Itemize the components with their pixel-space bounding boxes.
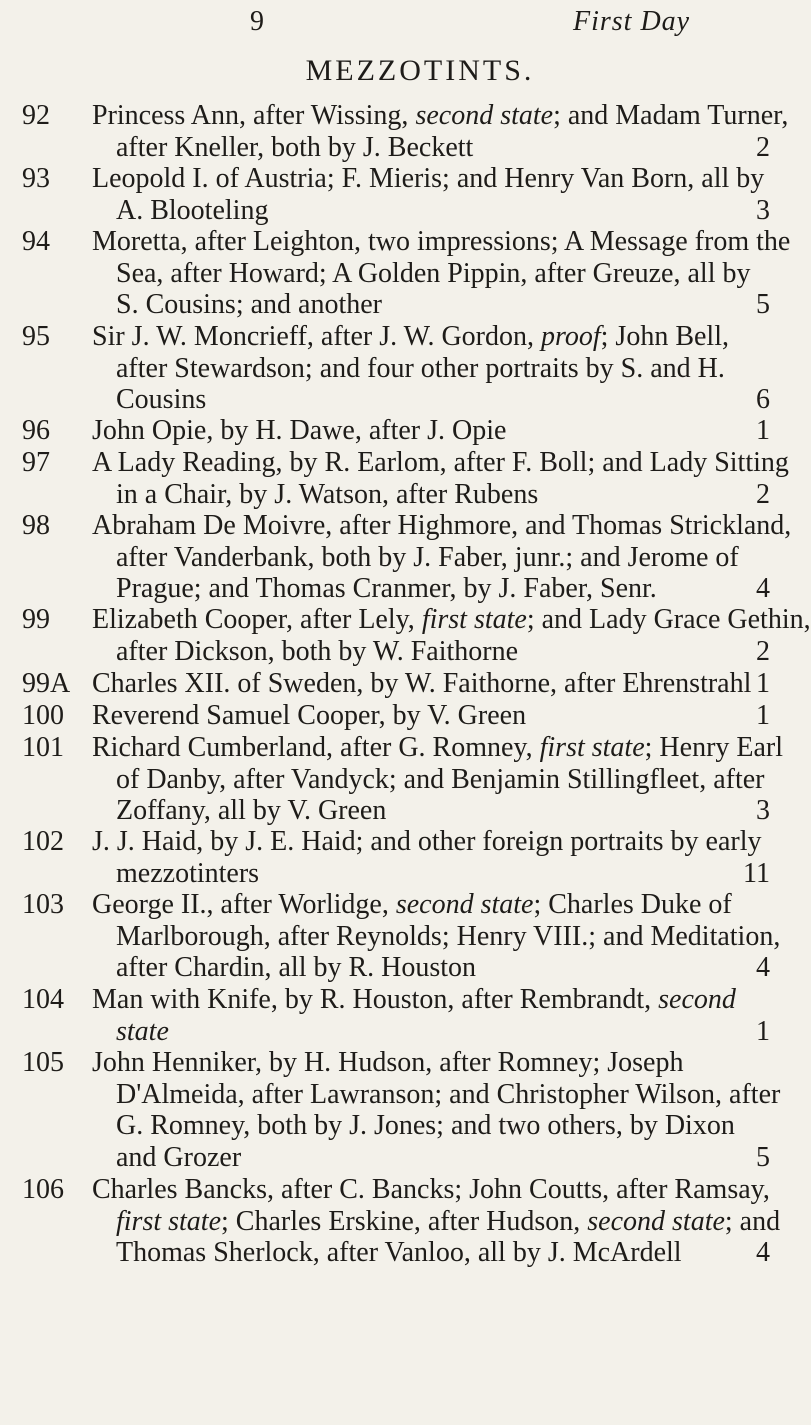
lot-description: [92, 226, 791, 321]
lot-number: 93: [22, 163, 50, 194]
lot-quantity: 6: [756, 384, 770, 415]
lot-quantity: 1: [756, 1015, 770, 1047]
lot-quantity: 2: [756, 478, 770, 510]
lot-quantity: 1: [756, 668, 770, 699]
lot-description-line: after Kneller, both by J. Beckett: [116, 131, 474, 163]
lot-description-line: Charles XII. of Sweden, by W. Faithorne, after Ehrenstrahl: [92, 668, 752, 699]
lot-description-line: Leopold I. of Austria; F. Mieris; and Henry Van Born, all by: [92, 163, 765, 194]
lot-description: [92, 604, 811, 667]
lot-description: [92, 415, 768, 447]
lot-description-line: Charles Bancks, after C. Bancks; John Coutts, after Ramsay,: [92, 1174, 770, 1205]
lot-description-line: Sea, after Howard; A Golden Pippin, after Greuze, all by: [116, 257, 751, 289]
lot-description-line: Marlborough, after Reynolds; Henry VIII.; and Meditation,: [116, 920, 781, 952]
lot-description-line: after Stewardson; and four other portraits by S. and H.: [116, 352, 725, 384]
lot-number: 98: [22, 510, 50, 541]
lot-quantity: 1: [756, 415, 770, 446]
lot-description-line: George II., after Worlidge, second state; Charles Duke of: [92, 889, 732, 920]
lot-description-line: of Danby, after Vandyck; and Benjamin Stillingfleet, after: [116, 763, 765, 795]
lot-quantity: 1: [756, 700, 770, 731]
section-title: MEZZOTINTS.: [305, 54, 535, 87]
lot-quantity: 4: [756, 952, 770, 983]
lot-description-line: after Dickson, both by W. Faithorne: [116, 635, 519, 667]
lot-description-line: first state; Charles Erskine, after Hudson, second state; and: [116, 1205, 781, 1237]
lot-number: 102: [22, 826, 64, 857]
lot-number: 101: [22, 732, 64, 763]
lot-description-line: Thomas Sherlock, after Vanloo, all by J. McArdell: [116, 1237, 682, 1268]
lot-number: 92: [22, 100, 50, 131]
lot-number: 105: [22, 1047, 64, 1078]
lot-description-line: and Grozer: [116, 1141, 242, 1173]
lot-description-line: S. Cousins; and another: [116, 289, 382, 320]
lot-quantity: 5: [756, 1141, 770, 1173]
lot-description: [92, 889, 781, 984]
lot-description-line: state: [116, 1015, 169, 1047]
lot-description-line: mezzotinters: [116, 857, 260, 889]
lot-description: [92, 984, 768, 1047]
lot-description: [92, 732, 784, 827]
lot-description-line: D'Almeida, after Lawranson; and Christopher Wilson, after: [116, 1078, 781, 1110]
lot-quantity: 11: [743, 857, 770, 889]
lot-description: [92, 1047, 781, 1173]
lot-description-line: Richard Cumberland, after G. Romney, first state; Henry Earl: [92, 732, 784, 763]
lot-quantity: 2: [756, 131, 770, 163]
lot-description: [92, 447, 789, 510]
lot-description: [92, 700, 768, 732]
lot-description-line: in a Chair, by J. Watson, after Rubens: [116, 478, 539, 510]
lot-description: [92, 100, 789, 163]
page-number: 9: [250, 6, 264, 37]
lot-description-line: A Lady Reading, by R. Earlom, after F. Boll; and Lady Sitting: [92, 447, 789, 478]
lot-description: [92, 321, 768, 416]
lot-quantity: 3: [756, 194, 770, 226]
lot-description-line: A. Blooteling: [116, 194, 269, 226]
lot-number: 106: [22, 1174, 64, 1205]
lot-quantity: 4: [756, 1237, 770, 1268]
lot-description-line: Cousins: [116, 384, 207, 415]
lot-number: 104: [22, 984, 64, 1015]
lot-quantity: 2: [756, 635, 770, 667]
lot-description-line: Reverend Samuel Cooper, by V. Green: [92, 700, 527, 731]
lot-description: [92, 826, 768, 889]
lot-quantity: 4: [756, 573, 770, 604]
lot-description: [92, 1174, 781, 1269]
lot-number: 103: [22, 889, 64, 920]
lot-description-line: after Chardin, all by R. Houston: [116, 952, 477, 983]
lot-number: 97: [22, 447, 50, 478]
lot-description-line: John Henniker, by H. Hudson, after Romney; Joseph: [92, 1047, 684, 1078]
lot-number: 99: [22, 604, 50, 635]
lot-description-line: Elizabeth Cooper, after Lely, first state; and Lady Grace Gethin,: [92, 604, 811, 635]
lot-description-line: J. J. Haid, by J. E. Haid; and other foreign portraits by early: [92, 826, 762, 857]
lot-number: 95: [22, 321, 50, 352]
lot-description-line: Sir J. W. Moncrieff, after J. W. Gordon, proof; John Bell,: [92, 321, 729, 352]
lot-quantity: 3: [756, 795, 770, 826]
lot-description: [92, 510, 792, 605]
lot-description-line: Zoffany, all by V. Green: [116, 795, 387, 826]
lot-description: [92, 668, 768, 700]
lot-number: 94: [22, 226, 50, 257]
lot-number: 96: [22, 415, 50, 446]
lot-description-line: Prague; and Thomas Cranmer, by J. Faber, Senr.: [116, 573, 657, 604]
lot-quantity: 5: [756, 289, 770, 320]
lot-description-line: after Vanderbank, both by J. Faber, junr.; and Jerome of: [116, 541, 739, 573]
lot-description-line: Princess Ann, after Wissing, second state; and Madam Turner,: [92, 100, 789, 131]
lot-description-line: Abraham De Moivre, after Highmore, and Thomas Strickland,: [92, 510, 792, 541]
lot-description-line: G. Romney, both by J. Jones; and two others, by Dixon: [116, 1110, 735, 1141]
day-heading: First Day: [573, 6, 691, 37]
lot-description-line: Man with Knife, by R. Houston, after Rembrandt, second: [92, 984, 736, 1015]
lot-description: [92, 163, 768, 226]
lot-number: 99A: [22, 668, 71, 699]
lot-number: 100: [22, 700, 64, 731]
lot-description-line: John Opie, by H. Dawe, after J. Opie: [92, 415, 507, 446]
lot-description-line: Moretta, after Leighton, two impressions; A Message from the: [92, 226, 791, 257]
